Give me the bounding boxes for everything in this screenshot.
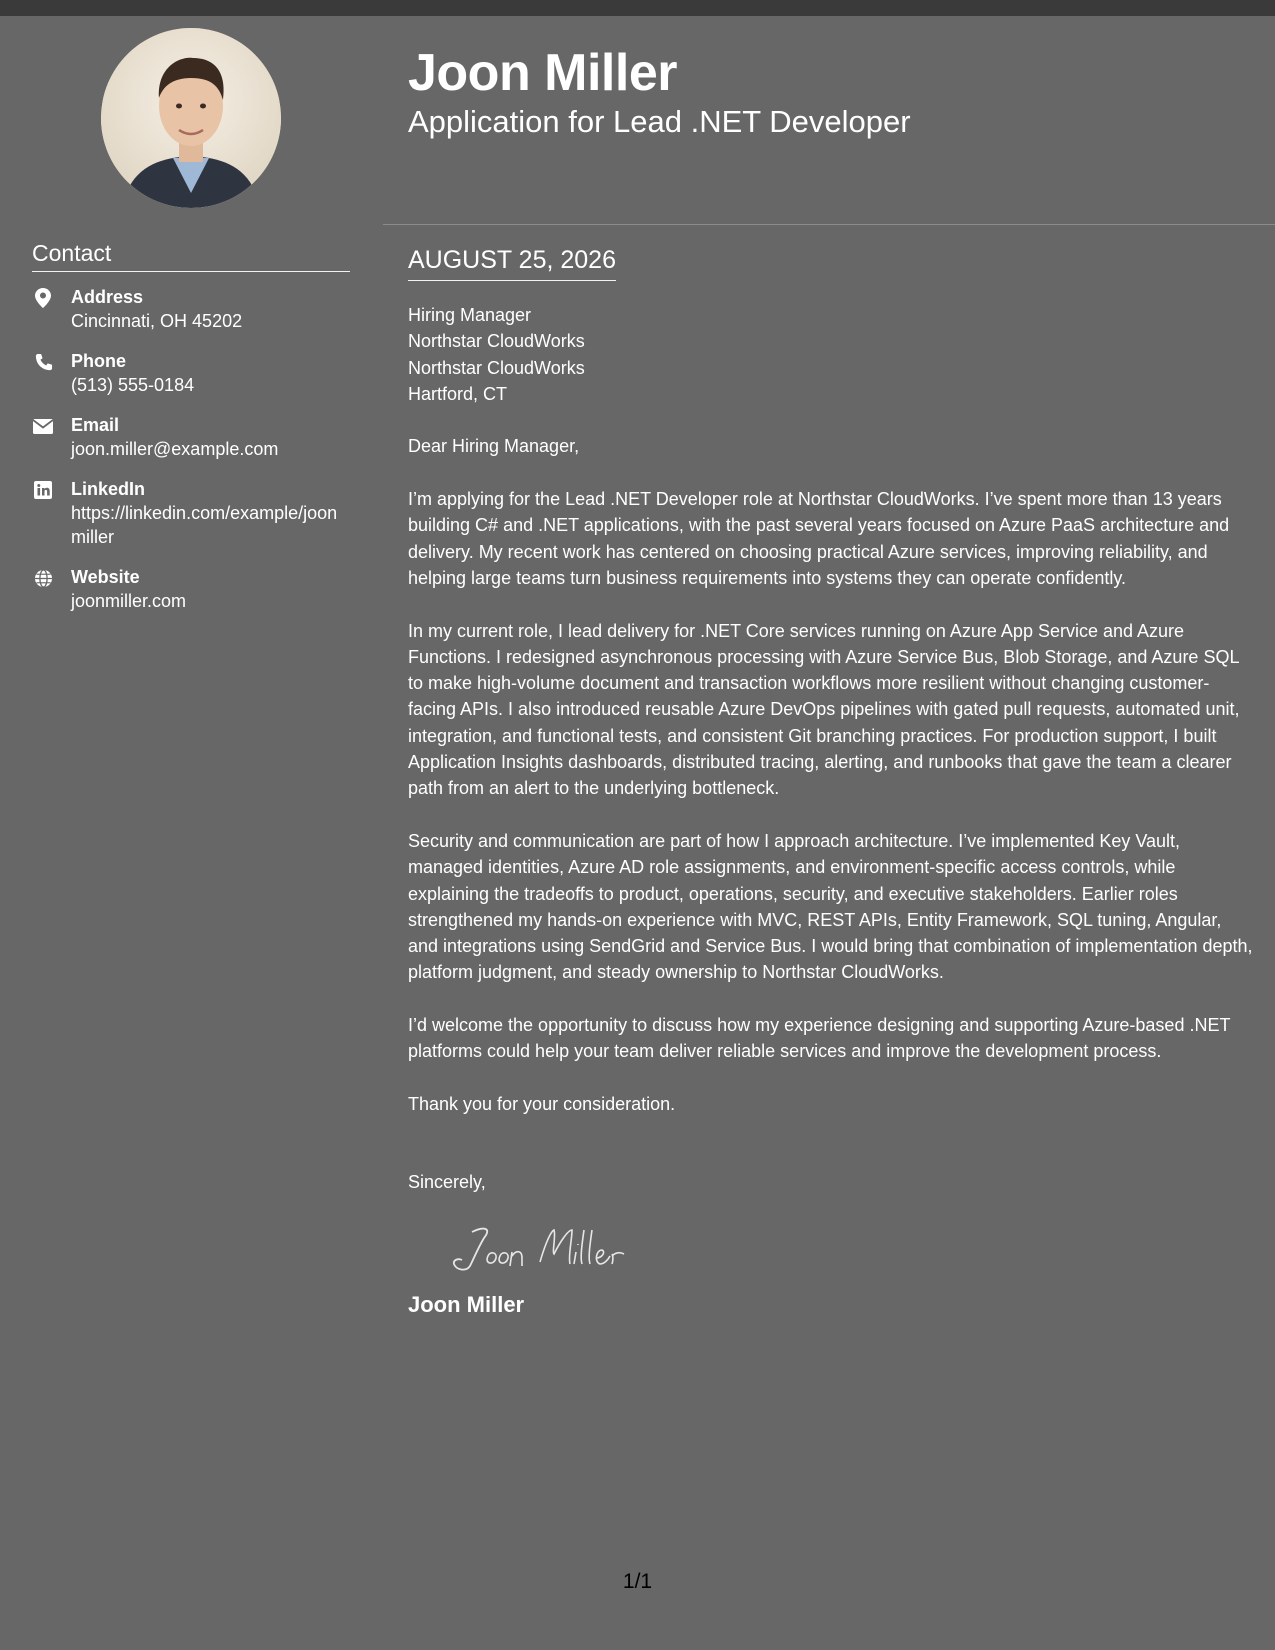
email-value: joon.miller@example.com <box>71 439 279 459</box>
closing: Sincerely, <box>408 1172 486 1193</box>
recipient-block <box>408 302 1253 407</box>
address-value: Cincinnati, OH 45202 <box>71 311 243 331</box>
envelope-icon <box>32 415 54 437</box>
address-label: Address <box>71 287 144 307</box>
salutation: Dear Hiring Manager, <box>408 436 580 457</box>
contact-heading: Contact <box>32 240 350 272</box>
recipient-line: Hartford, CT <box>408 383 508 404</box>
website-value: joonmiller.com <box>71 591 187 611</box>
header-divider <box>383 224 1275 225</box>
letter-date: AUGUST 25, 2026 <box>408 244 616 281</box>
letter-paragraph: I’d welcome the opportunity to discuss how my experience designing and supporting Azure-based .NET platforms could help your team deliver reliable services and improve the development process. <box>408 1015 1231 1062</box>
website-label: Website <box>71 567 140 587</box>
letter-paragraph: I’m applying for the Lead .NET Developer role at Northstar CloudWorks. I’ve spent more than 13 years building C# and .NET applications, with the past several years focused on Azure PaaS architecture and delivery. My recent work has centered on choosing practical Azure services, improving reliability, and helping large teams turn business requirements into systems they can operate confidently. <box>408 489 1230 588</box>
signer-name: Joon Miller <box>408 1291 525 1317</box>
phone-icon <box>32 351 54 373</box>
linkedin-icon <box>32 479 54 501</box>
letter-paragraph: Security and communication are part of how I approach architecture. I’ve implemented Key Vault, managed identities, Azure AD role assignments, and environment-specific access controls, while explaining the tradeoffs to product, operations, security, and executive stakeholders. Earlier roles strengthened my hands-on experience with MVC, REST APIs, Entity Framework, SQL tuning, Angular, and integrations using SendGrid and Service Bus. I would bring that combination of implementation depth, platform judgment, and steady ownership to Northstar CloudWorks. <box>408 830 1253 983</box>
email-label: Email <box>71 415 120 435</box>
application-subtitle: Application for Lead .NET Developer <box>408 104 911 139</box>
phone-value: (513) 555-0184 <box>71 375 195 395</box>
letter-paragraph: Thank you for your consideration. <box>408 1093 676 1114</box>
linkedin-label: LinkedIn <box>71 479 146 499</box>
linkedin-value: https://linkedin.com/example/joonmiller <box>71 503 338 547</box>
letter-body <box>408 302 1253 1318</box>
letter-paragraph: In my current role, I lead delivery for .NET Core services running on Azure App Service and Azure Functions. I redesigned asynchronous processing with Azure Service Bus, Blob Storage, and Azure SQL to make high-volume document and transaction workflows more resilient without changing customer-facing APIs. I also introduced reusable Azure DevOps pipelines with gated pull requests, automated unit, integration, and functional tests, and consistent Git branching practices. For production support, I built Application Insights dashboards, distributed tracing, alerting, and runbooks that gave the team a clearer path from an alert to the underlying bottleneck. <box>408 620 1240 799</box>
contact-item-address <box>32 285 350 333</box>
handwritten-signature <box>444 1218 1253 1278</box>
page-number: 1/1 <box>622 1570 653 1593</box>
globe-icon <box>32 567 54 589</box>
contact-item-email <box>32 413 350 461</box>
map-pin-icon <box>32 287 54 309</box>
contact-list <box>32 285 350 629</box>
recipient-line: Northstar CloudWorks <box>408 357 585 378</box>
contact-item-website <box>32 565 350 613</box>
contact-item-linkedin <box>32 477 350 549</box>
applicant-name: Joon Miller <box>408 44 677 102</box>
profile-photo <box>101 28 281 208</box>
contact-item-phone <box>32 349 350 397</box>
recipient-line: Hiring Manager <box>408 305 532 325</box>
recipient-line: Northstar CloudWorks <box>408 331 585 352</box>
phone-label: Phone <box>71 351 127 371</box>
top-bar <box>0 0 1275 16</box>
